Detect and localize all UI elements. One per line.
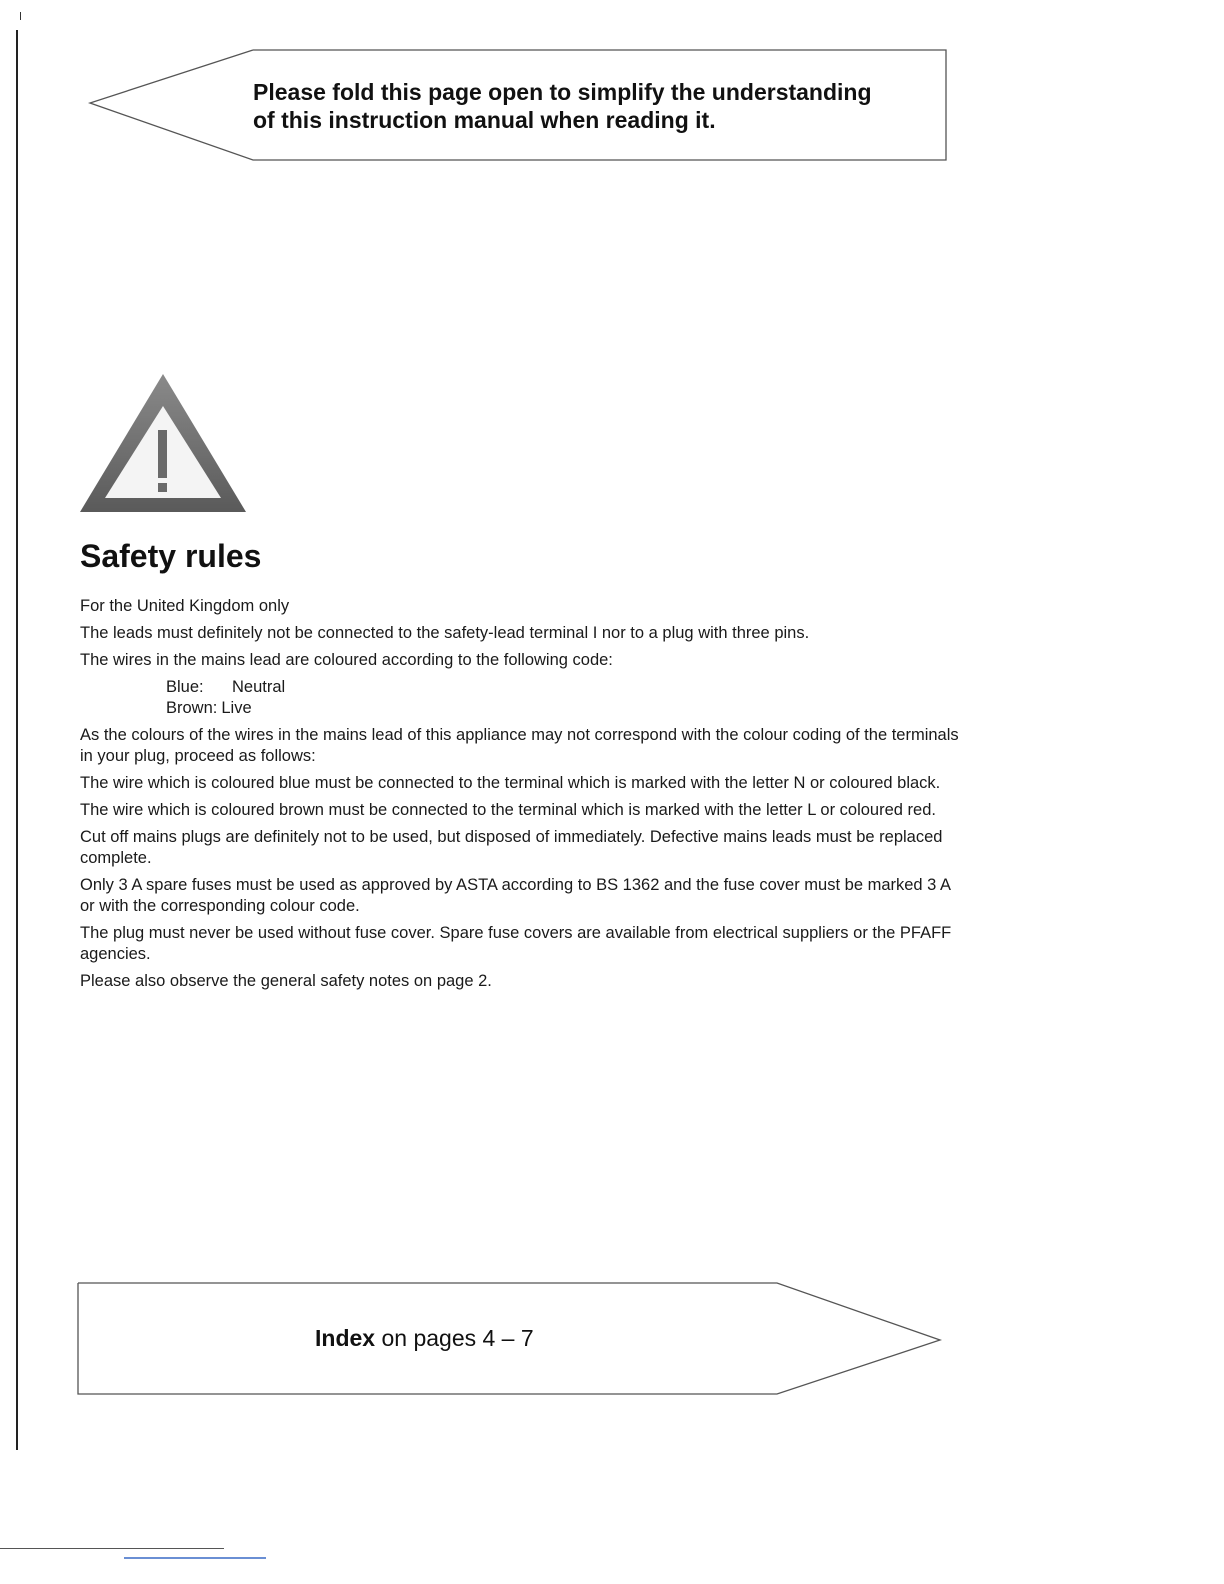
index-label: Index xyxy=(315,1325,376,1351)
index-reference xyxy=(315,1325,534,1352)
footer-rule xyxy=(0,1548,224,1549)
paragraph-wire-code: The wires in the mains lead are coloured according to the following code: xyxy=(80,651,613,669)
paragraph-proceed: As the colours of the wires in the mains lead of this appliance may not correspond with the colour coding of the terminals in your plug, proceed as follows: xyxy=(80,726,959,765)
safety-rules-body xyxy=(80,596,960,998)
paragraph-fuses: Only 3 A spare fuses must be used as approved by ASTA according to BS 1362 and the fuse cover must be marked 3 A or with the corresponding colour code. xyxy=(80,876,951,915)
footer-accent-rule xyxy=(124,1557,266,1559)
fold-note-line2: of this instruction manual when reading it. xyxy=(253,107,716,133)
fold-instruction-note xyxy=(253,78,933,134)
paragraph-general-notes: Please also observe the general safety notes on page 2. xyxy=(80,972,492,990)
colour-code-value: Neutral xyxy=(232,678,286,696)
paragraph-cut-off-plugs: Cut off mains plugs are definitely not to be used, but disposed of immediately. Defective mains leads must be replaced complete. xyxy=(80,828,943,867)
paragraph-brown-wire: The wire which is coloured brown must be connected to the terminal which is marked with the letter L or coloured red. xyxy=(80,801,936,819)
index-pages: on pages 4 – 7 xyxy=(381,1325,534,1351)
warning-triangle-icon xyxy=(78,372,248,514)
page-title: Safety rules xyxy=(80,538,262,574)
fold-note-line1: Please fold this page open to simplify the understanding xyxy=(253,79,872,105)
colour-code-key: Blue: xyxy=(166,678,204,696)
paragraph-uk-only: For the United Kingdom only xyxy=(80,597,290,615)
colour-code-brown xyxy=(166,698,960,719)
colour-code-value: Live xyxy=(221,699,252,717)
colour-code-blue xyxy=(166,677,960,698)
colour-code-list xyxy=(166,677,960,719)
paragraph-fuse-cover: The plug must never be used without fuse cover. Spare fuse covers are available from electrical suppliers or the PFAFF agencies. xyxy=(80,924,952,963)
paragraph-leads: The leads must definitely not be connected to the safety-lead terminal I nor to a plug with three pins. xyxy=(80,624,810,642)
colour-code-key: Brown: xyxy=(166,699,218,717)
paragraph-blue-wire: The wire which is coloured blue must be connected to the terminal which is marked with the letter N or coloured black. xyxy=(80,774,941,792)
